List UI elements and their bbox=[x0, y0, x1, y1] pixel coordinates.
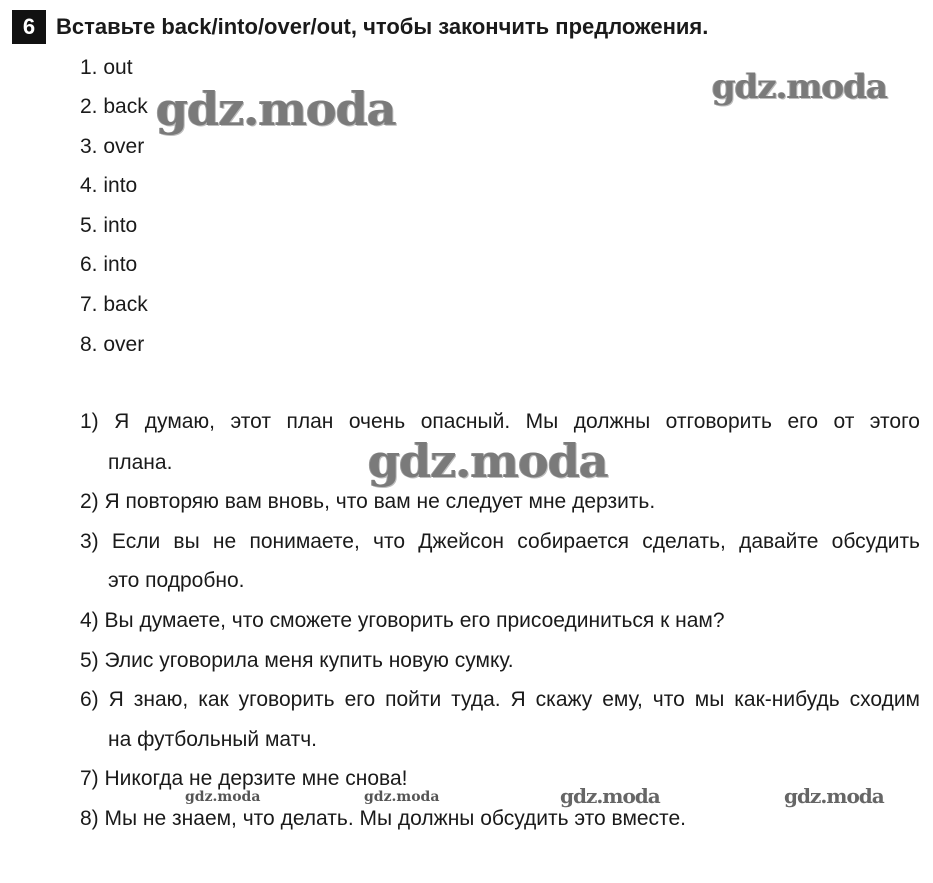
answer-item: 3. over bbox=[80, 135, 145, 158]
translation-line: 5) Элис уговорила меня купить новую сумку. bbox=[80, 649, 514, 672]
watermark: gdz.moda bbox=[712, 67, 888, 107]
watermark: gdz.moda bbox=[156, 82, 396, 136]
watermark: gdz.moda bbox=[364, 789, 440, 805]
translation-line: плана. bbox=[108, 451, 173, 474]
translation-line: 1) Я думаю, этот план очень опасный. Мы должны отговорить его от этого bbox=[80, 410, 920, 433]
answer-item: 6. into bbox=[80, 253, 138, 276]
translation-line: это подробно. bbox=[108, 569, 245, 592]
translation-line: 3) Если вы не понимаете, что Джейсон собирается сделать, давайте обсудить bbox=[80, 530, 920, 553]
translation-line: 8) Мы не знаем, что делать. Мы должны обсудить это вместе. bbox=[80, 807, 686, 830]
watermark: gdz.moda bbox=[784, 784, 884, 808]
exercise-title: Вставьте back/into/over/out, чтобы закончить предложения. bbox=[56, 14, 709, 39]
translation-line: 2) Я повторяю вам вновь, что вам не следует мне дерзить. bbox=[80, 490, 656, 513]
exercise-number-badge: 6 bbox=[12, 10, 46, 44]
translation-line: 4) Вы думаете, что сможете уговорить его присоединиться к нам? bbox=[80, 609, 725, 632]
answer-item: 4. into bbox=[80, 174, 138, 197]
answer-item: 1. out bbox=[80, 56, 133, 79]
answer-item: 7. back bbox=[80, 293, 148, 316]
answer-item: 8. over bbox=[80, 333, 145, 356]
translation-line: 6) Я знаю, как уговорить его пойти туда. Я скажу ему, что мы как-нибудь сходим bbox=[80, 688, 920, 711]
watermark: gdz.moda bbox=[185, 789, 261, 805]
watermark: gdz.moda bbox=[560, 784, 660, 808]
watermark: gdz.moda bbox=[368, 434, 608, 488]
translation-line: 7) Никогда не дерзите мне снова! bbox=[80, 767, 408, 790]
translation-line: на футбольный матч. bbox=[108, 728, 318, 751]
answer-item: 5. into bbox=[80, 214, 138, 237]
answer-item: 2. back bbox=[80, 95, 148, 118]
